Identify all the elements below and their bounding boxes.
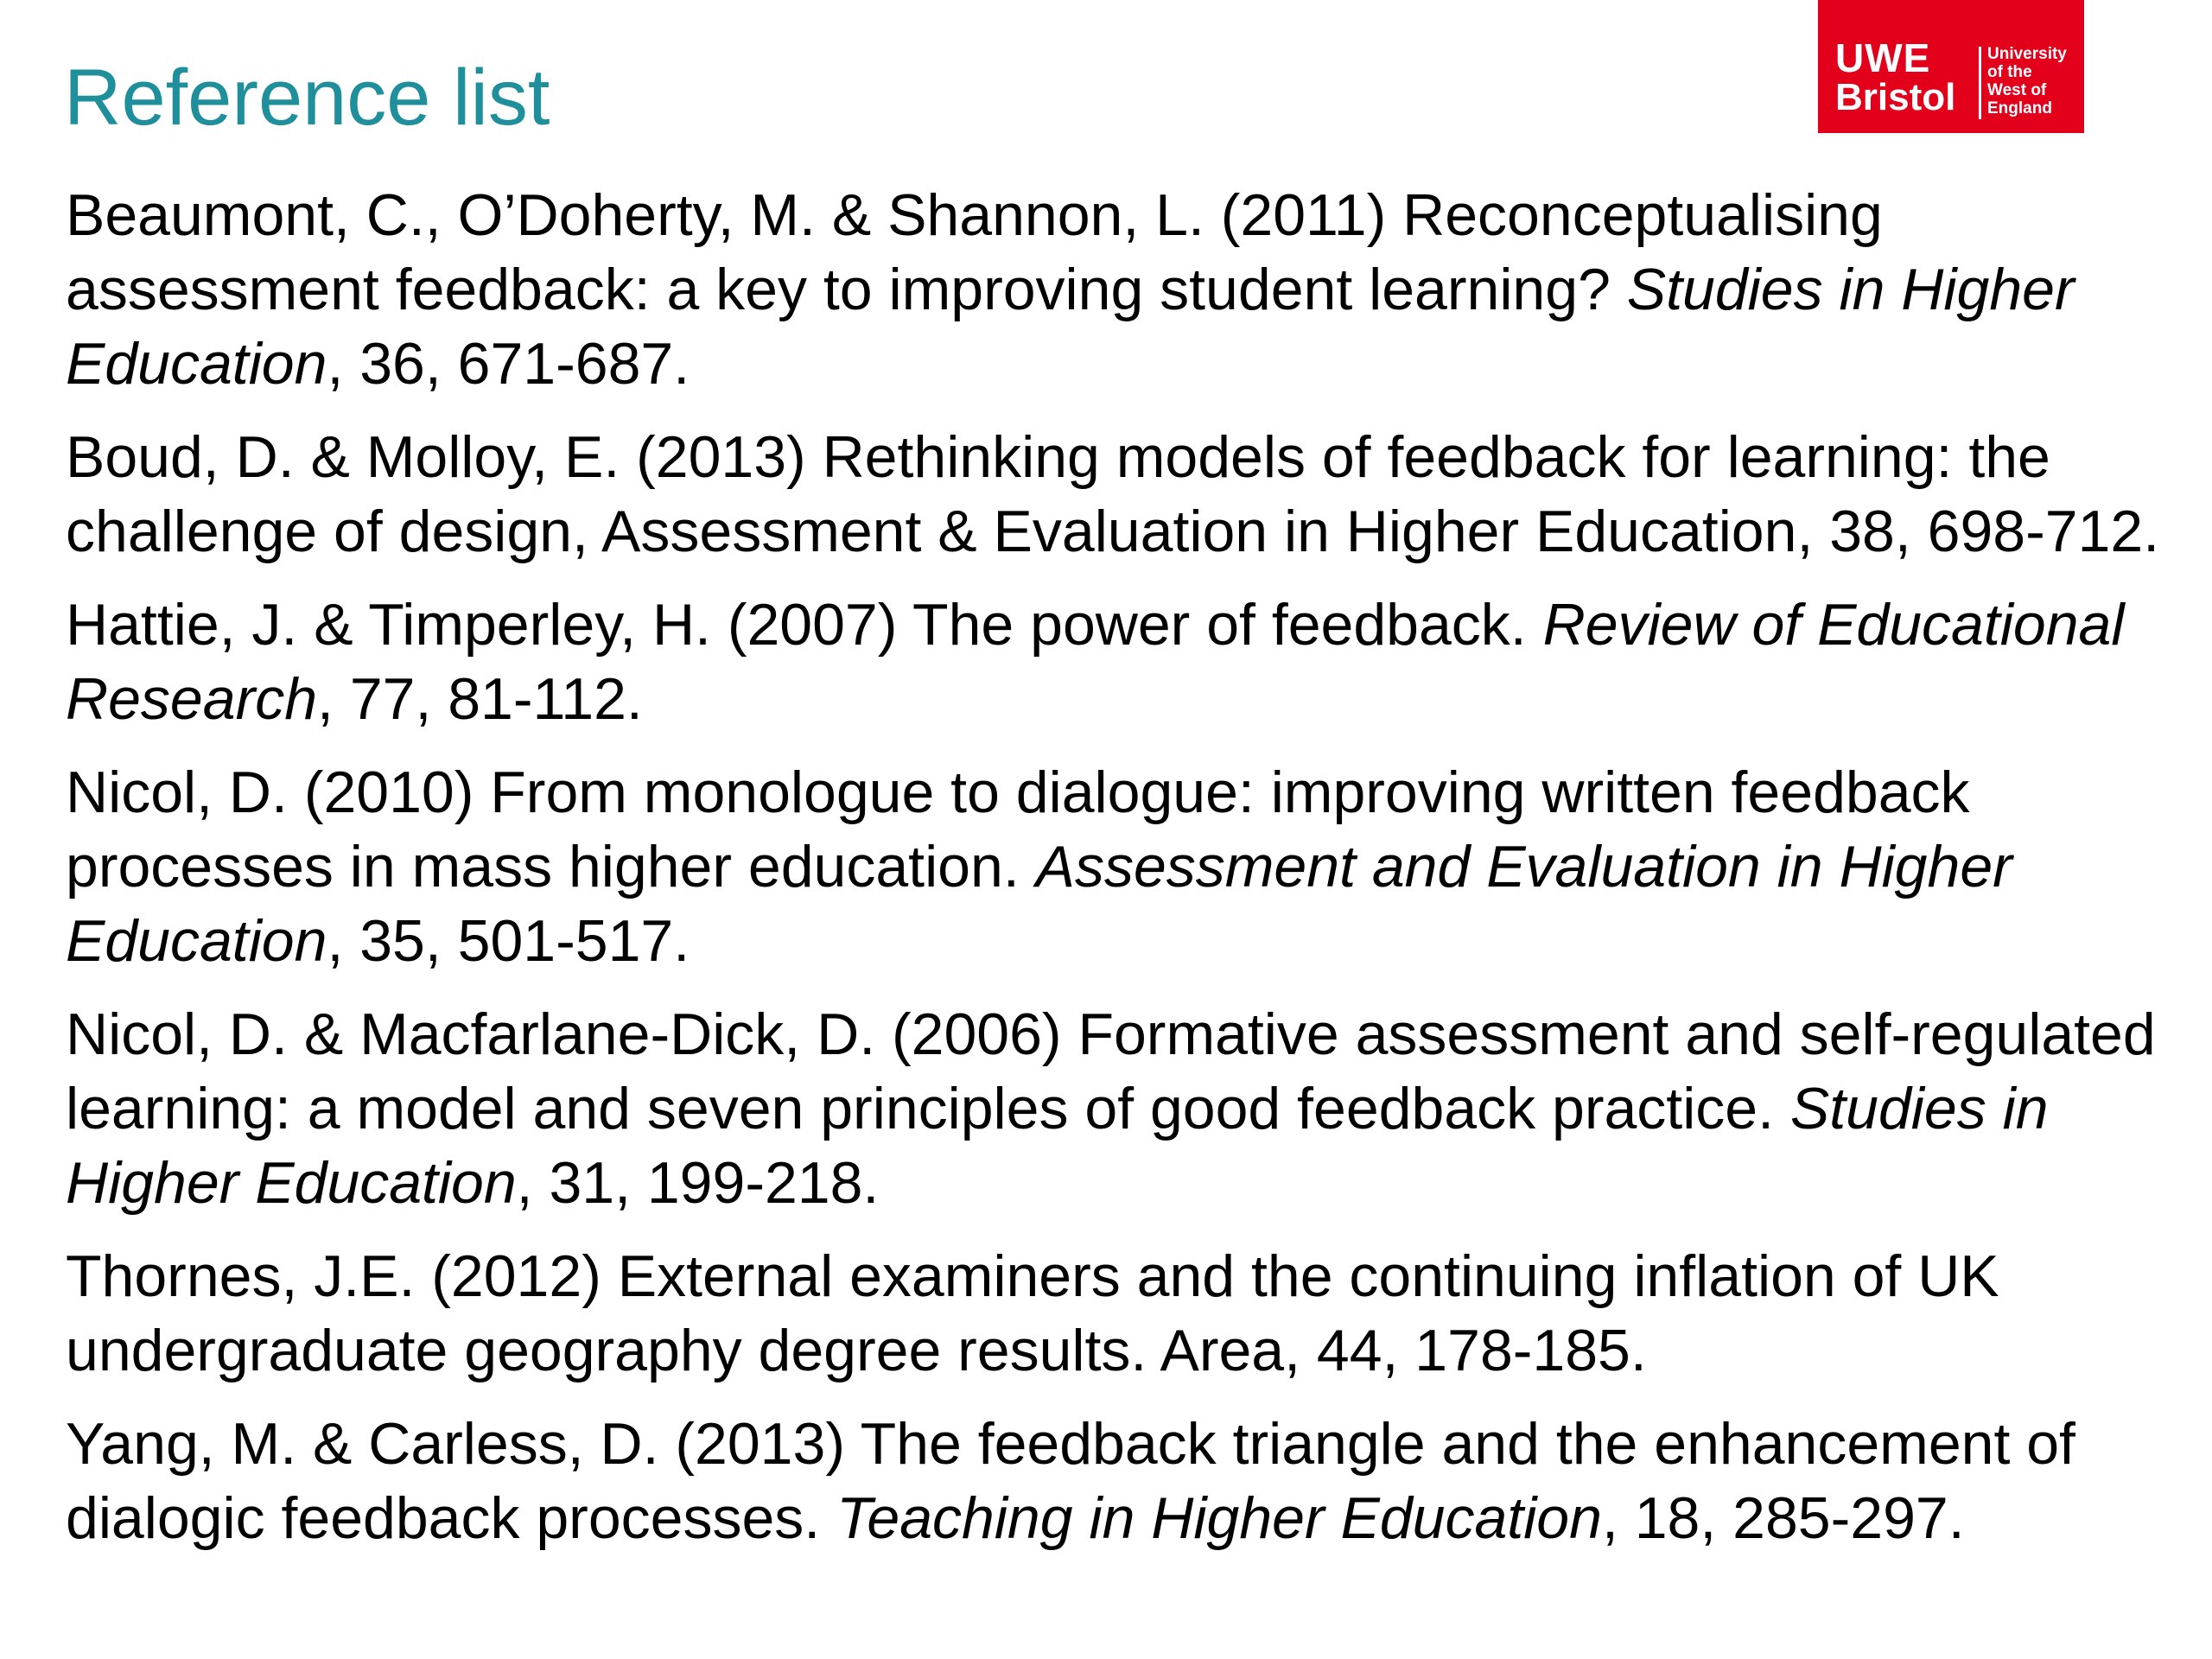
reference-details: , 35, 501-517.	[327, 908, 690, 974]
reference-item	[66, 997, 2174, 1220]
reference-details: , 31, 199-218.	[516, 1150, 880, 1216]
reference-details: , 77, 81-112.	[317, 666, 643, 732]
reference-text: Boud, D. & Molloy, E. (2013) Rethinking models of feedback for learning: the challenge of design, Assessment & Evaluation in Higher Education, 38, 698-712.	[66, 424, 2160, 564]
reference-text: Nicol, D. & Macfarlane-Dick, D. (2006) Formative assessment and self-regulated learning: a model and seven principles of good feedback practice.	[66, 1001, 2156, 1141]
uwe-bristol-logo	[1818, 0, 2084, 133]
reference-details: , 36, 671-687.	[327, 331, 690, 397]
reference-text: Thornes, J.E. (2012) External examiners and the continuing inflation of UK undergraduate geography degree results. Area, 44, 178-185.	[66, 1243, 1999, 1383]
reference-text: Hattie, J. & Timperley, H. (2007) The power of feedback.	[66, 592, 1543, 658]
reference-item	[66, 178, 2174, 401]
reference-journal: Teaching in Higher Education	[836, 1485, 1602, 1551]
reference-item	[66, 1239, 2174, 1388]
reference-item	[66, 588, 2174, 736]
logo-word-uwe: UWE	[1835, 35, 1931, 80]
logo-divider	[1979, 47, 1981, 119]
reference-list	[66, 178, 2174, 1574]
reference-text: Yang, M. & Carless, D. (2013) The feedback triangle and the enhancement of dialogic feedback processes.	[66, 1411, 2075, 1551]
reference-journal: Studies in Higher Education	[66, 1076, 2049, 1216]
logo-sub-line: of the	[1987, 63, 2032, 81]
reference-journal: Review of Educational Research	[66, 592, 2125, 732]
logo-sub-line: West of	[1987, 81, 2047, 99]
logo-subtitle	[1987, 45, 2082, 118]
reference-item	[66, 755, 2174, 978]
logo-sub-line: University	[1987, 45, 2067, 63]
reference-details: , 18, 285-297.	[1601, 1485, 1965, 1551]
reference-item	[66, 420, 2174, 569]
reference-journal: Assessment and Evaluation in Higher Education	[66, 834, 2012, 974]
reference-text: Beaumont, C., O’Doherty, M. & Shannon, L. (2011) Reconceptualising assessment feedback: a key to improving student learning?	[66, 182, 1883, 322]
reference-item	[66, 1407, 2174, 1555]
logo-sub-line: England	[1987, 99, 2052, 118]
page-title: Reference list	[64, 54, 550, 142]
logo-word-bristol: Bristol	[1835, 76, 1956, 118]
reference-text: Nicol, D. (2010) From monologue to dialogue: improving written feedback processes in mass higher education.	[66, 760, 1970, 899]
reference-journal: Studies in Higher Education	[66, 257, 2075, 397]
